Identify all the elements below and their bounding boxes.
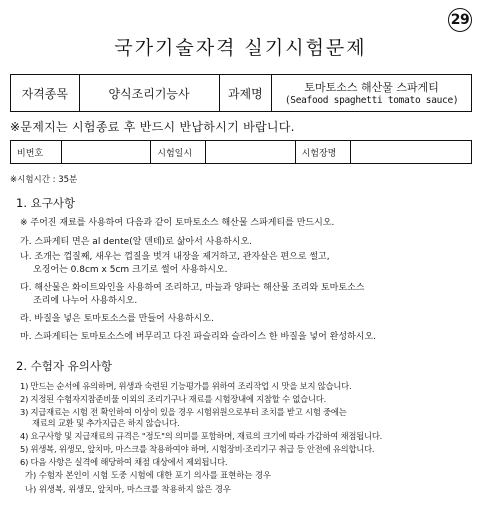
qualification-label: 자격종목	[11, 75, 80, 112]
disqualification-item: 나) 위생복, 위생모, 앞치마, 마스크를 착용하지 않은 경우	[25, 484, 231, 494]
return-notice: ※문제지는 시험종료 후 반드시 반납하시기 바랍니다.	[10, 120, 295, 134]
id-table	[10, 140, 472, 164]
requirement-item: 라. 바질을 넣은 토마토소스를 만들어 사용하시오.	[20, 314, 214, 324]
requirement-item-continued: 조리에 나누어 사용하시오.	[33, 296, 138, 306]
requirements-intro: ※ 주어진 재료를 사용하여 다음과 같이 토마토소스 해산물 스파게티를 만드시오.	[20, 218, 335, 228]
disqualification-item: 가) 수험자 본인이 시험 도중 시험에 대한 포기 의사를 표현하는 경우	[25, 470, 272, 480]
task-value-ko: 토마토소스 해산물 스파게티	[304, 80, 439, 94]
id-label: 비번호	[11, 141, 62, 164]
requirements-heading: 1. 요구사항	[16, 196, 76, 210]
date-value	[206, 141, 295, 164]
page-title: 국가기술자격 실기시험문제	[114, 37, 367, 59]
id-value	[62, 141, 151, 164]
requirement-item: 가. 스파게티 면은 al dente(알 덴테)로 삶아서 사용하시오.	[20, 237, 252, 247]
precaution-item: 3) 지급재료는 시험 전 확인하여 이상이 있을 경우 시험위원으로부터 조치를 받고 시험 중에는	[20, 407, 347, 417]
task-label: 과제명	[219, 75, 272, 112]
requirement-item-continued: 오징어는 0.8cm x 5cm 크기로 썰어 사용하시오.	[33, 265, 228, 275]
precaution-item: 4) 요구사항 및 지급재료의 규격은 "정도"의 의미를 포함하며, 재료의 크기에 따라 가감하여 채점됩니다.	[20, 431, 383, 441]
precaution-item: 2) 지정된 수험자지참준비물 이외의 조리기구나 재료를 시험장내에 지참할 수 없습니다.	[20, 394, 327, 404]
precaution-item: 1) 만드는 순서에 유의하며, 위생과 숙련된 기능평가를 위하여 조리작업 시 맛을 보지 않습니다.	[20, 381, 352, 391]
exam-time: ※시험시간 : 35분	[10, 175, 78, 185]
requirement-item: 다. 해산물은 화이트와인을 사용하여 조리하고, 마늘과 양파는 해산물 조리와 토마토소스	[20, 283, 365, 293]
precaution-item: 6) 다음 사항은 실격에 해당하여 채점 대상에서 제외됩니다.	[20, 457, 228, 467]
task-value-cell	[272, 75, 472, 112]
precaution-item: 5) 위생복, 위생모, 앞치마, 마스크를 착용하여야 하며, 시험장비·조리기구 취급 등 안전에 유의합니다.	[20, 444, 375, 454]
exam-number-badge: 29	[448, 8, 472, 32]
date-label: 시험일시	[151, 141, 206, 164]
info-table	[10, 74, 472, 112]
precaution-item-continued: 재료의 교환 및 추가지급은 하지 않습니다.	[32, 418, 180, 428]
precautions-heading: 2. 수험자 유의사항	[16, 359, 113, 373]
qualification-value: 양식조리기능사	[79, 75, 219, 112]
requirement-item: 마. 스파게티는 토마토소스에 버무리고 다진 파슬리와 슬라이스 한 바질을 넣어 완성하시오.	[20, 332, 377, 342]
venue-label: 시험장명	[295, 141, 350, 164]
venue-value	[350, 141, 471, 164]
requirement-item: 나. 조개는 껍질째, 새우는 껍질을 벗겨 내장을 제거하고, 관자살은 편으로 썰고,	[20, 252, 330, 262]
task-value-en: (Seafood spaghetti tomato sauce)	[284, 94, 459, 106]
